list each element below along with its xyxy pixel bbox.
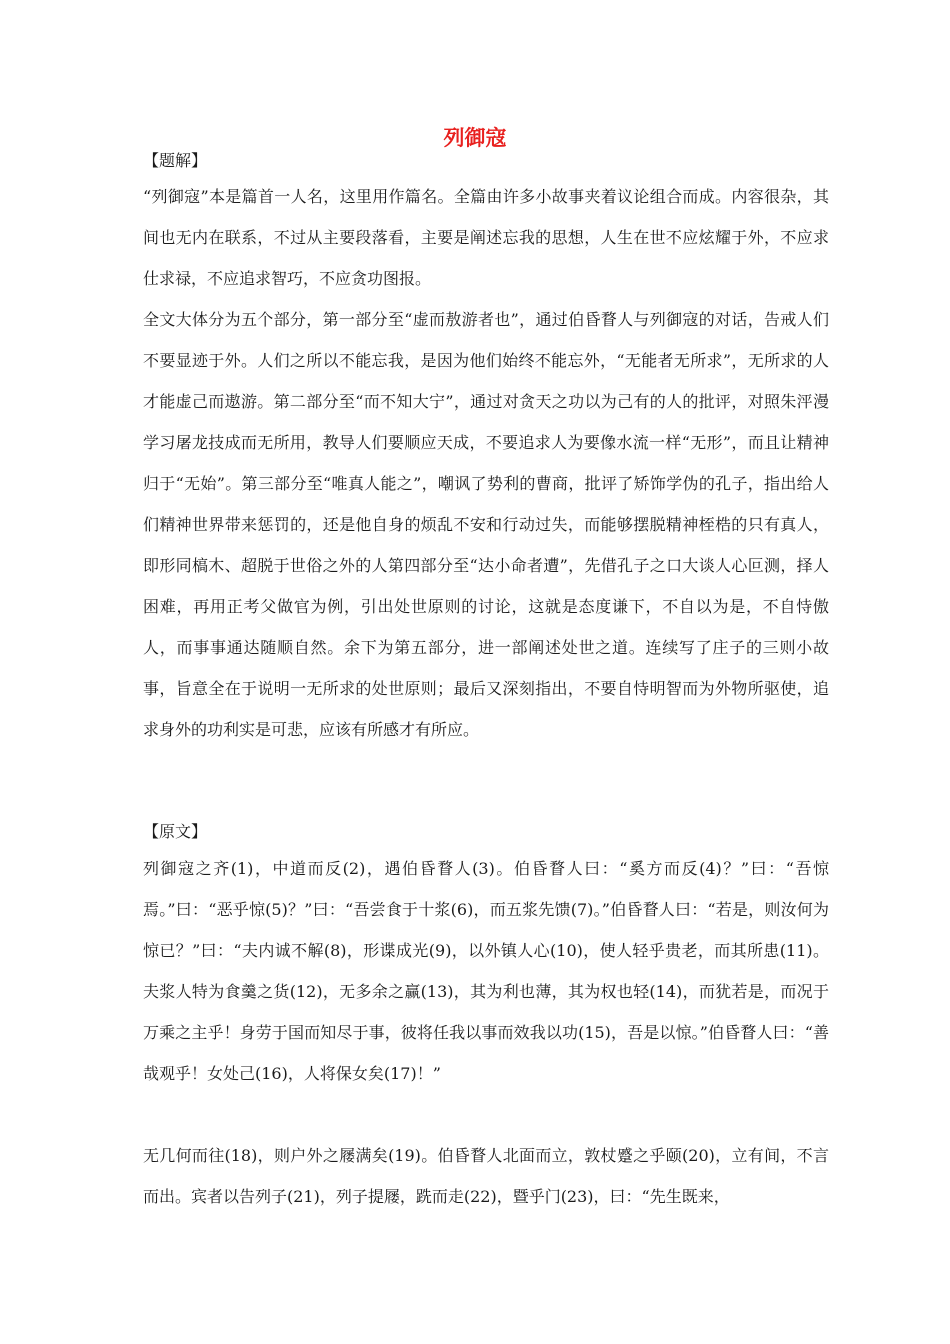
paragraph-tijie-1: “列御寇”本是篇首一人名，这里用作篇名。全篇由许多小故事夹着议论组合而成。内容很杂，其间也无内在联系，不过从主要段落看，主要是阐述忘我的思想，人生在世不应炫耀于外，不应求仕求禄，不应追求智巧，不应贪功图报。	[143, 187, 829, 288]
section-heading-tijie: 【题解】	[143, 151, 208, 170]
section-heading-yuanwen: 【原文】	[143, 822, 208, 841]
paragraph-tijie-2: 全文大体分为五个部分，第一部分至“虚而敖游者也”，通过伯昏瞀人与列御寇的对话，告戒人们不要显迹于外。人们之所以不能忘我，是因为他们始终不能忘外，“无能者无所求”，无所求的人才能虚己而遨游。第二部分至“而不知大宁”，通过对贪天之功以为己有的人的批评，对照朱泙漫学习屠龙技成而无所用，教导人们要顺应天成，不要追求人为要像水流一样“无形”，而且让精神归于“无始”。第三部分至“唯真人能之”，嘲讽了势利的曹商，批评了矫饰学伪的孔子，指出给人们精神世界带来惩罚的，还是他自身的烦乱不安和行动过失，而能够摆脱精神桎梏的只有真人，即形同槁木、超脱于世俗之外的人第四部分至“达小命者遭”，先借孔子之口大谈人心叵测，择人困难，再用正考父做官为例，引出处世原则的讨论，这就是态度谦下，不自以为是，不自恃傲人，而事事通达随顺自然。余下为第五部分，进一部阐述处世之道。连续写了庄子的三则小故事，旨意全在于说明一无所求的处世原则；最后又深刻指出，不要自恃明智而为外物所驱使，追求身外的功利实是可悲，应该有所感才有所应。	[143, 310, 829, 739]
document-title: 列御寇	[443, 126, 507, 150]
paragraph-yuanwen-1: 列御寇之齐(1)，中道而反(2)，遇伯昏瞀人(3)。伯昏瞀人曰：“奚方而反(4)？”曰：“吾惊焉。”曰：“恶乎惊(5)？”曰：“吾尝食于十浆(6)，而五浆先馈(7)。”伯昏瞀人曰：“若是，则汝何为惊已？”曰：“夫内诚不解(8)，形谍成光(9)，以外镇人心(10)，使人轻乎贵老，而其所患(11)。夫浆人特为食羹之货(12)，无多余之赢(13)，其为利也薄，其为权也轻(14)，而犹若是，而况于万乘之主乎！身劳于国而知尽于事，彼将任我以事而效我以功(15)，吾是以惊。”伯昏瞀人曰：“善哉观乎！女处己(16)，人将保女矣(17)！”	[143, 859, 829, 1083]
paragraph-yuanwen-2: 无几何而往(18)，则户外之屦满矣(19)。伯昏瞀人北面而立，敦杖蹙之乎颐(20)，立有间，不言而出。宾者以告列子(21)，列子提屦，跣而走(22)，暨乎门(23)，曰：“先生既来，	[143, 1146, 829, 1206]
